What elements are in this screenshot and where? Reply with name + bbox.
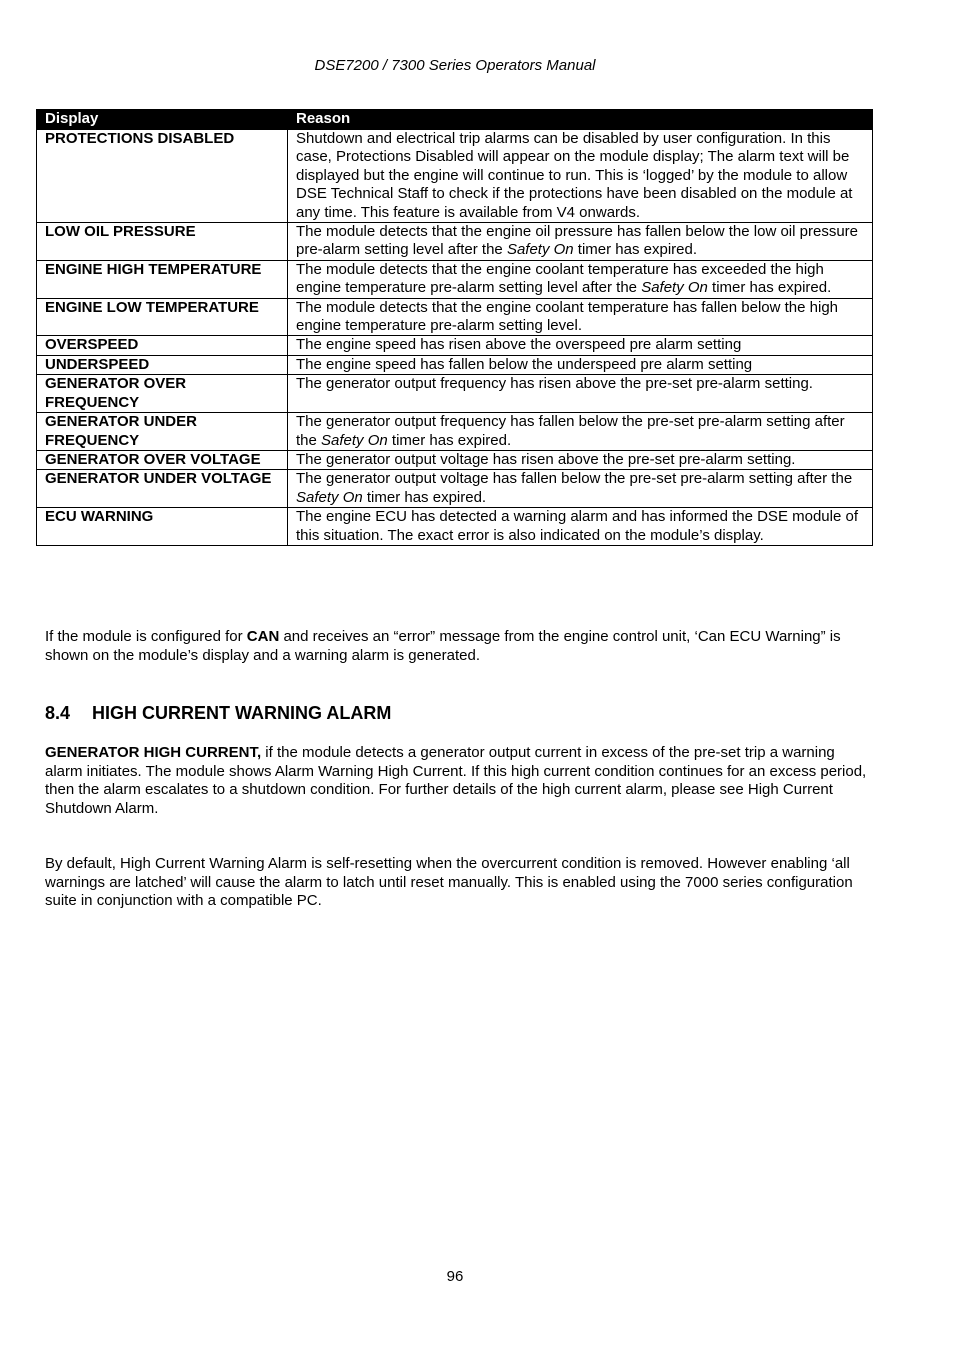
table-body: [37, 130, 873, 546]
alarm-reason-cell: [288, 223, 873, 261]
alarm-display-cell: ENGINE LOW TEMPERATURE: [37, 298, 288, 336]
table-row: [37, 298, 873, 336]
reason-italic-text: Safety On: [296, 488, 363, 506]
reason-text: The module detects that the engine coolant temperature has fallen below the high engine temperature pre-alarm setting level.: [296, 298, 839, 335]
high-current-text: if the module detects a generator output current in excess of the pre-set trip a warning alarm initiates. The module shows Alarm Warning High Current. If this high current condition continues for an excess period, then the alarm escalates to a shutdown condition. For further details of the high current alarm, please see High Current Shutdown Alarm.: [45, 744, 867, 817]
page-number: 96: [446, 1268, 464, 1285]
table-row: [37, 470, 873, 508]
note-text-end: and receives an “error” message from the engine control unit, ‘Can ECU Warning” is shown on the module’s display and a warning alarm is generated.: [45, 628, 841, 664]
table-row: [37, 508, 873, 546]
reason-text: The generator output voltage has risen above the pre-set pre-alarm setting.: [296, 450, 796, 468]
can-ecu-note: [45, 627, 875, 665]
column-header-reason: Reason: [288, 109, 873, 130]
alarm-display-cell: GENERATOR UNDER VOLTAGE: [37, 470, 288, 508]
warning-alarms-table: [36, 109, 873, 546]
reason-text: The generator output voltage has fallen below the pre-set pre-alarm setting after the: [296, 470, 853, 488]
table-row: [37, 450, 873, 469]
reason-text: The module detects that the engine oil pressure has fallen below the low oil pressure pre-alarm setting level after the: [296, 223, 858, 259]
reason-text: The module detects that the engine coolant temperature has exceeded the high engine temperature pre-alarm setting level after the: [296, 260, 824, 297]
table-row: [37, 130, 873, 223]
reason-text: timer has expired.: [707, 279, 832, 297]
reason-text: The generator output frequency has risen above the pre-set pre-alarm setting.: [296, 375, 813, 393]
reason-text: The engine speed has fallen below the underspeed pre alarm setting: [296, 355, 753, 373]
alarm-display-cell: ECU WARNING: [37, 508, 288, 546]
table-row: [37, 260, 873, 298]
reason-text: The engine ECU has detected a warning alarm and has informed the DSE module of this situation. The exact error is also indicated on the module’s display.: [296, 508, 858, 544]
alarm-reason-cell: [288, 470, 873, 508]
column-header-display: Display: [37, 109, 288, 130]
section-heading: [45, 703, 391, 724]
reason-italic-text: Safety On: [641, 279, 708, 297]
section-title: HIGH CURRENT WARNING ALARM: [92, 703, 392, 723]
alarm-reason-cell: [288, 355, 873, 374]
alarm-reason-cell: [288, 298, 873, 336]
table-row: [37, 336, 873, 355]
alarm-display-cell: PROTECTIONS DISABLED: [37, 130, 288, 223]
alarm-display-cell: GENERATOR OVER VOLTAGE: [37, 450, 288, 469]
alarm-display-cell: LOW OIL PRESSURE: [37, 223, 288, 261]
alarm-reason-cell: [288, 130, 873, 223]
note-bold-can: CAN: [246, 628, 280, 645]
table-header-row: [37, 109, 873, 130]
section-number: 8.4: [45, 703, 71, 723]
reason-italic-text: Safety On: [506, 241, 574, 259]
reason-text: timer has expired.: [573, 241, 698, 259]
reason-text: timer has expired.: [362, 488, 487, 506]
alarm-display-cell: ENGINE HIGH TEMPERATURE: [37, 260, 288, 298]
alarm-display-cell: GENERATOR OVER FREQUENCY: [37, 375, 288, 413]
reason-italic-text: Safety On: [321, 431, 388, 449]
table-row: [37, 375, 873, 413]
table-row: [37, 223, 873, 261]
document-header: DSE7200 / 7300 Series Operators Manual: [314, 57, 596, 74]
alarm-display-cell: GENERATOR UNDER FREQUENCY: [37, 413, 288, 451]
alarm-reason-cell: [288, 508, 873, 546]
alarm-reason-cell: [288, 260, 873, 298]
alarm-reason-cell: [288, 375, 873, 413]
high-current-lead: GENERATOR HIGH CURRENT,: [45, 744, 262, 761]
reason-text: The engine speed has risen above the overspeed pre alarm setting: [296, 336, 742, 354]
alarm-display-cell: OVERSPEED: [37, 336, 288, 355]
reason-text: Shutdown and electrical trip alarms can be disabled by user configuration. In this case, Protections Disabled will appear on the module display; The alarm text will be displayed but the engine will continue to run. This is ‘logged’ by the module to allow DSE Technical Staff to check if the protections have been disabled on the module at any time. This feature is available from V4 onwards.: [296, 130, 853, 221]
alarm-reason-cell: [288, 413, 873, 451]
alarm-reason-cell: [288, 450, 873, 469]
alarm-display-cell: UNDERSPEED: [37, 355, 288, 374]
reason-text: timer has expired.: [387, 431, 512, 449]
note-text-start: If the module is configured for: [45, 628, 247, 645]
reason-text: The generator output frequency has fallen below the pre-set pre-alarm setting after the: [296, 413, 845, 449]
table-row: [37, 413, 873, 451]
table-row: [37, 355, 873, 374]
alarm-reason-cell: [288, 336, 873, 355]
high-current-paragraph: [45, 744, 875, 818]
default-reset-paragraph: By default, High Current Warning Alarm is self-resetting when the overcurrent condition is removed. However enabling ‘all warnings are latched’ will cause the alarm to latch until reset manually. This is enabled using the 7000 series configuration suite in conjunction with a compatible PC.: [45, 855, 853, 909]
